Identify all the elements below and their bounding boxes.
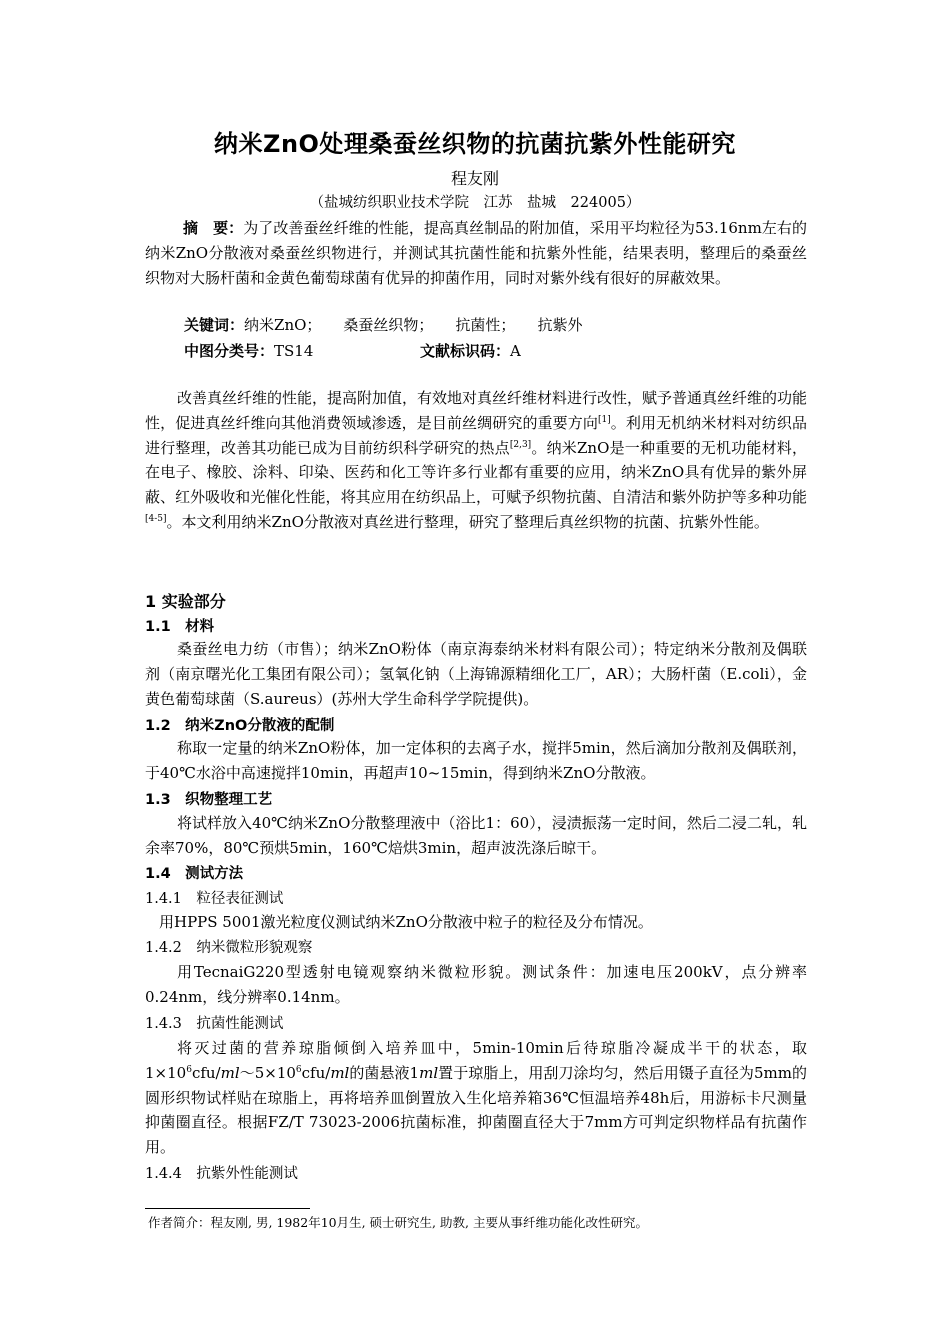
keyword-item: 桑蚕丝织物； [343, 316, 434, 334]
subsubsection-text: 将灭过菌的营养琼脂倾倒入培养皿中，5min-10min后待琼脂冷凝成半干的状态，取$1\times 10^6cfu/ml\sim 5\times 10^6cfu/ml$的菌悬液1ml置于琼脂上，用刮刀涂均匀，然后用镊子直径为5mm的圆形织物试样贴在琼脂上，再将培养皿倒置放入生化培养箱36℃恒温培养48h后，用游标卡尺测量抑菌圈直径。根据FZ/T 73023-2006抗菌标准，抑菌圈直径大于7mm方可判定织物样品有抗菌作用。 [145, 1039, 807, 1157]
intro-text: 。纳米ZnO是一种重要的无机功能材料，在电子、橡胶、涂料、印染、医药和化工等许多行业都有重要的应用，纳米ZnO具有优异的紫外屏蔽、红外吸收和光催化性能，将其应用在纺织品上，可赋予织物抗菌、自清洁和紫外防护等多种功能 [145, 438, 807, 507]
clc-value: TS14 [274, 342, 314, 360]
author-footnote: 作者简介：程友刚, 男, 1982年10月生, 硕士研究生, 助教, 主要从事纤维功能化改性研究。 [148, 1215, 648, 1230]
keyword-item: 纳米ZnO； [244, 316, 322, 334]
subsection-heading: 1.1 材料 [145, 619, 215, 635]
citation: [4-5] [145, 513, 167, 524]
keyword-item: 抗紫外 [537, 316, 583, 334]
introduction-paragraph [145, 386, 807, 535]
subsubsection-heading: 1.4.2 纳米微粒形貌观察 [145, 940, 313, 956]
section-heading: 1 实验部分 [145, 592, 226, 611]
subsubsection-heading: 1.4.1 粒径表征测试 [145, 891, 284, 907]
subsection-heading: 1.3 织物整理工艺 [145, 792, 273, 808]
doc-code-value: A [510, 342, 521, 360]
subsection-heading: 1.4 测试方法 [145, 866, 244, 882]
unit: ml [220, 1063, 240, 1082]
exponent: 6 [186, 1064, 192, 1075]
unit: ml [419, 1063, 439, 1082]
subsubsection-text: 用TecnaiG220型透射电镜观察纳米微粒形貌。测试条件：加速电压200kV，点分辨率0.24nm，线分辨率0.14nm。 [145, 963, 807, 1006]
keyword-item: 抗菌性； [455, 316, 516, 334]
subsubsection-text: 用HPPS 5001激光粒度仪测试纳米ZnO分散液中粒子的粒径及分布情况。 [159, 913, 653, 931]
subsubsection-heading: 1.4.3 抗菌性能测试 [145, 1016, 284, 1032]
subsection-text: 称取一定量的纳米ZnO粉体，加一定体积的去离子水，搅拌5min，然后滴加分散剂及偶联剂，于40℃水浴中高速搅拌10min，再超声10~15min，得到纳米ZnO分散液。 [145, 739, 807, 782]
clc-label: 中图分类号： [184, 342, 275, 360]
intro-text: 改善真丝纤维的性能，提高附加值，有效地对真丝纤维材料进行改性，赋予普通真丝纤维的功能性，促进真丝纤维向其他消费领域渗透，是目前丝绸研究的重要方向 [145, 389, 808, 432]
citation: [2,3] [509, 439, 532, 450]
subsubsection-heading: 1.4.4 抗紫外性能测试 [145, 1166, 298, 1182]
abstract-label: 摘 要： [183, 219, 244, 237]
subsection-heading: 1.2 纳米ZnO分散液的配制 [145, 718, 335, 734]
keywords [184, 314, 604, 335]
author-name: 程友刚 [450, 169, 499, 188]
author-affiliation: （盐城纺织职业技术学院 江苏 盐城 224005） [309, 195, 641, 211]
document-code [420, 340, 521, 361]
abstract-text: 为了改善蚕丝纤维的性能，提高真丝制品的附加值，采用平均粒径为53.16nm左右的纳米ZnO分散液对桑蚕丝织物进行，并测试其抗菌性能和抗紫外性能，结果表明，整理后的桑蚕丝织物对大肠杆菌和金黄色葡萄球菌有优异的抑菌作用，同时对紫外线有很好的屏蔽效果。 [145, 219, 807, 287]
subsection-text: 桑蚕丝电力纺（市售）；纳米ZnO粉体（南京海泰纳米材料有限公司）；特定纳米分散剂及偶联剂（南京曙光化工集团有限公司）；氢氧化钠（上海锦源精细化工厂，AR）；大肠杆菌（E.coli），金黄色葡萄球菌（S.aureus）(苏州大学生命科学学院提供)。 [145, 640, 807, 708]
paper-title: 纳米ZnO处理桑蚕丝织物的抗菌抗紫外性能研究 [214, 130, 736, 158]
subsection-text: 将试样放入40℃纳米ZnO分散整理液中（浴比1：60），浸渍振荡一定时间，然后二浸二轧，轧余率70%，80℃预烘5min，160℃焙烘3min，超声波洗涤后晾干。 [145, 814, 807, 857]
intro-text: 。本文利用纳米ZnO分散液对真丝进行整理，研究了整理后真丝织物的抗菌、抗紫外性能。 [166, 512, 769, 531]
doc-code-label: 文献标识码： [420, 342, 511, 360]
footnote-divider [145, 1208, 310, 1209]
abstract [145, 216, 807, 290]
keywords-label: 关键词： [184, 316, 245, 334]
exponent: 6 [295, 1064, 302, 1075]
classification-line [184, 340, 804, 361]
citation: [1] [597, 414, 611, 425]
intro-text: 。利用无机纳米材料对纺织品进行整理，改善其功能已成为目前纺织科学研究的热点 [145, 413, 807, 457]
unit: ml [330, 1063, 350, 1082]
